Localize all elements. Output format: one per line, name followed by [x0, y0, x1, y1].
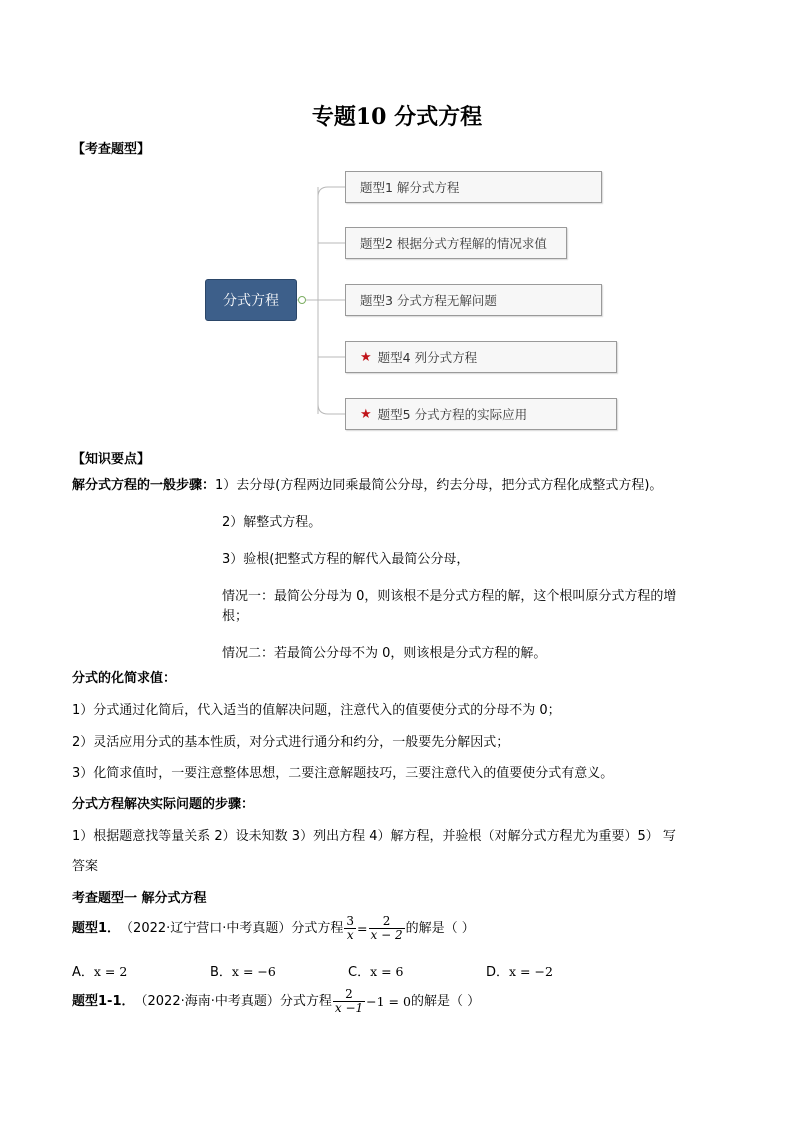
fraction-2-over-x-minus-1 [333, 988, 365, 1015]
option-value: x = 6 [370, 964, 404, 979]
case-1-line-1: 情况一：最简公分母为 0，则该根不是分式方程的解，这个根叫原分式方程的增 [222, 589, 677, 604]
step-3: 3）验根(把整式方程的解代入最简公分母， [222, 552, 470, 567]
question-1-label: 题型1． [72, 921, 121, 936]
question-1 [72, 915, 475, 942]
star-icon: ★ [360, 406, 372, 422]
fraction-denominator: x − 2 [370, 928, 403, 942]
fraction-denominator: x [346, 928, 354, 942]
mindmap-node-4 [345, 341, 617, 373]
question-1-1-label: 题型1-1． [72, 994, 135, 1009]
option-d[interactable] [486, 961, 553, 980]
option-value: x = −2 [509, 964, 553, 979]
option-c[interactable] [348, 961, 404, 980]
section-heading-knowledge: 【知识要点】 [72, 452, 151, 467]
option-letter: B． [210, 965, 232, 980]
simplify-item-1: 1）分式通过化简后，代入适当的值解决问题，注意代入的值要使分式的分母不为 0； [72, 703, 561, 718]
applied-heading-text: 分式方程解决实际问题的步骤： [72, 797, 255, 812]
fraction-3-over-x [344, 915, 356, 942]
step-2: 2）解整式方程。 [222, 515, 322, 530]
mindmap-node-3 [345, 284, 602, 316]
mindmap-node-1 [345, 171, 602, 203]
question-1-1-source: （2022·海南·中考真题）分式方程 [134, 994, 332, 1009]
option-letter: A． [72, 965, 94, 980]
mindmap-node-label: 题型2 根据分式方程解的情况求值 [360, 236, 547, 251]
case-1-line-2: 根； [222, 609, 249, 624]
option-b[interactable] [210, 961, 276, 980]
mindmap-node-label: 题型4 列分式方程 [377, 350, 478, 365]
simplify-item-2: 2）灵活应用分式的基本性质，对分式进行通分和约分，一般要先分解因式； [72, 735, 510, 750]
mindmap-node-label: 题型3 分式方程无解问题 [360, 293, 497, 308]
option-value: x = 2 [93, 964, 128, 979]
simplify-heading [72, 669, 176, 688]
question-1-1 [72, 988, 480, 1015]
applied-heading [72, 795, 254, 814]
steps-heading: 解分式方程的一般步骤： [72, 478, 216, 493]
steps-line-1 [72, 476, 662, 495]
mindmap-node-label: 题型1 解分式方程 [360, 180, 460, 195]
equals-sign: = [357, 921, 368, 936]
question-1-tail: 的解是（ ） [405, 921, 475, 936]
mindmap-center-node: 分式方程 [205, 279, 297, 321]
option-a[interactable] [72, 961, 127, 980]
fraction-numerator: 2 [369, 915, 405, 929]
simplify-item-3: 3）化简求值时，一要注意整体思想，二要注意解题技巧，三要注意代入的值要使分式有意义。 [72, 766, 614, 781]
equation-rest: −1 = 0 [366, 994, 411, 1009]
mindmap-node-2 [345, 227, 567, 259]
type1-heading-text: 考查题型一 解分式方程 [72, 891, 207, 906]
fraction-2-over-x-minus-2 [369, 915, 405, 942]
fraction-denominator: x −1 [334, 1001, 364, 1015]
section-heading-types: 【考查题型】 [72, 142, 151, 157]
mindmap-node-label: 题型5 分式方程的实际应用 [377, 407, 528, 422]
type1-heading [72, 889, 207, 908]
case-2: 情况二：若最简公分母不为 0，则该根是分式方程的解。 [222, 646, 547, 661]
fraction-numerator: 2 [333, 988, 365, 1002]
step-1: 1）去分母(方程两边同乘最简公分母，约去分母，把分式方程化成整式方程)。 [215, 478, 663, 493]
mindmap-node-5 [345, 398, 617, 430]
applied-line-2: 答案 [72, 859, 99, 874]
option-letter: D． [486, 965, 510, 980]
star-icon: ★ [360, 349, 372, 365]
simplify-heading-text: 分式的化简求值： [72, 671, 177, 686]
option-value: x = −6 [231, 964, 276, 979]
question-1-source: （2022·辽宁营口·中考真题）分式方程 [120, 921, 344, 936]
fraction-numerator: 3 [346, 914, 355, 928]
option-letter: C． [348, 965, 371, 980]
page-title: 专题10 分式方程 [311, 104, 483, 130]
question-1-1-tail: 的解是（ ） [410, 994, 481, 1009]
applied-line-1: 1）根据题意找等量关系 2）设未知数 3）列出方程 4）解方程，并验根（对解分式方程尤为重要）5） 写 [72, 829, 676, 844]
